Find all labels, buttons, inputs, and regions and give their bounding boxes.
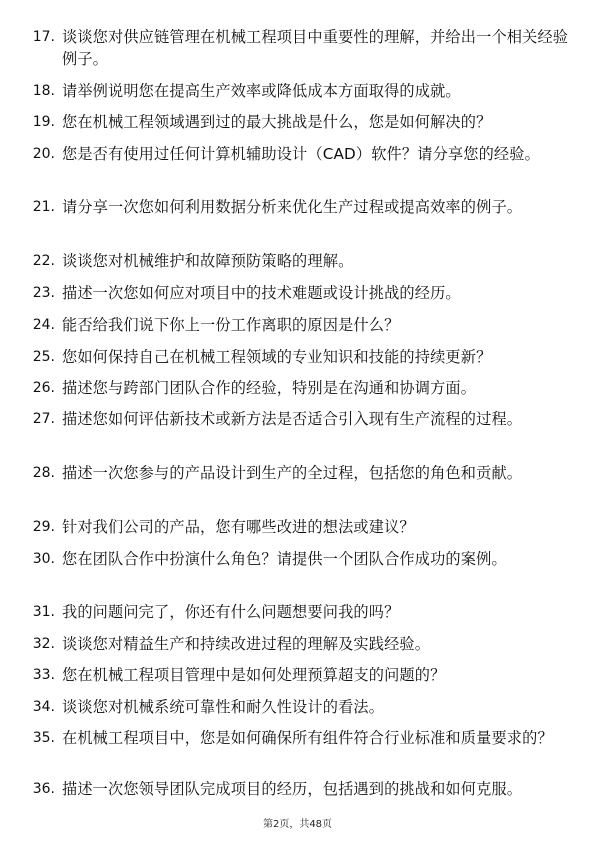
question-number: 29. — [32, 519, 55, 535]
question-number: 34. — [32, 699, 55, 715]
question-text: 谈谈您对机械维护和故障预防策略的理解。 — [62, 252, 354, 270]
question-text: 谈谈您对精益生产和持续改进过程的理解及实践经验。 — [62, 635, 431, 653]
question-text: 您在机械工程领域遇到过的最大挑战是什么，您是如何解决的？ — [62, 113, 492, 131]
question-number: 21. — [32, 199, 55, 215]
question-number: 26. — [32, 380, 55, 396]
question-number: 25. — [32, 349, 55, 365]
question-number: 30. — [32, 551, 55, 567]
question-text: 描述一次您如何应对项目中的技术难题或设计挑战的经历。 — [62, 284, 461, 302]
question-text: 描述您如何评估新技术或新方法是否适合引入现有生产流程的过程。 — [62, 410, 523, 428]
question-text: 谈谈您对供应链管理在机械工程项目中重要性的理解，并给出一个相关经验例子。 — [62, 28, 569, 68]
question-text: 我的问题问完了，你还有什么问题想要问我的吗？ — [62, 603, 400, 621]
question-text: 您是否有使用过任何计算机辅助设计（CAD）软件？请分享您的经验。 — [62, 145, 540, 163]
page-footer — [0, 818, 595, 832]
question-number: 31. — [32, 604, 55, 620]
question-number: 24. — [32, 317, 55, 333]
question-text: 请分享一次您如何利用数据分析来优化生产过程或提高效率的例子。 — [62, 198, 523, 216]
question-text: 能否给我们说下你上一份工作离职的原因是什么？ — [62, 316, 400, 334]
question-number: 22. — [32, 253, 55, 269]
question-number: 32. — [32, 636, 55, 652]
question-number: 28. — [32, 465, 55, 481]
question-text: 描述您与跨部门团队合作的经验，特别是在沟通和协调方面。 — [62, 379, 477, 397]
question-text: 针对我们公司的产品，您有哪些改进的想法或建议？ — [62, 518, 415, 536]
question-number: 35. — [32, 730, 55, 746]
question-text: 谈谈您对机械系统可靠性和耐久性设计的看法。 — [62, 698, 385, 716]
question-number: 17. — [32, 29, 55, 45]
question-text: 在机械工程项目中，您是如何确保所有组件符合行业标准和质量要求的？ — [62, 729, 553, 747]
question-number: 18. — [32, 83, 55, 99]
question-number: 36. — [32, 781, 55, 797]
question-number: 33. — [32, 667, 55, 683]
question-number: 19. — [32, 114, 55, 130]
question-text: 描述一次您领导团队完成项目的经历，包括遇到的挑战和如何克服。 — [62, 780, 523, 798]
question-number: 20. — [32, 146, 55, 162]
question-text: 您如何保持自己在机械工程领域的专业知识和技能的持续更新？ — [62, 348, 492, 366]
question-text: 您在机械工程项目管理中是如何处理预算超支的问题的？ — [62, 666, 446, 684]
question-text: 请举例说明您在提高生产效率或降低成本方面取得的成就。 — [62, 82, 461, 100]
question-number: 27. — [32, 411, 55, 427]
page-number-label: 第2页，共48页 — [262, 819, 333, 830]
question-text: 描述一次您参与的产品设计到生产的全过程，包括您的角色和贡献。 — [62, 464, 523, 482]
question-number: 23. — [32, 285, 55, 301]
question-text: 您在团队合作中扮演什么角色？请提供一个团队合作成功的案例。 — [62, 550, 507, 568]
